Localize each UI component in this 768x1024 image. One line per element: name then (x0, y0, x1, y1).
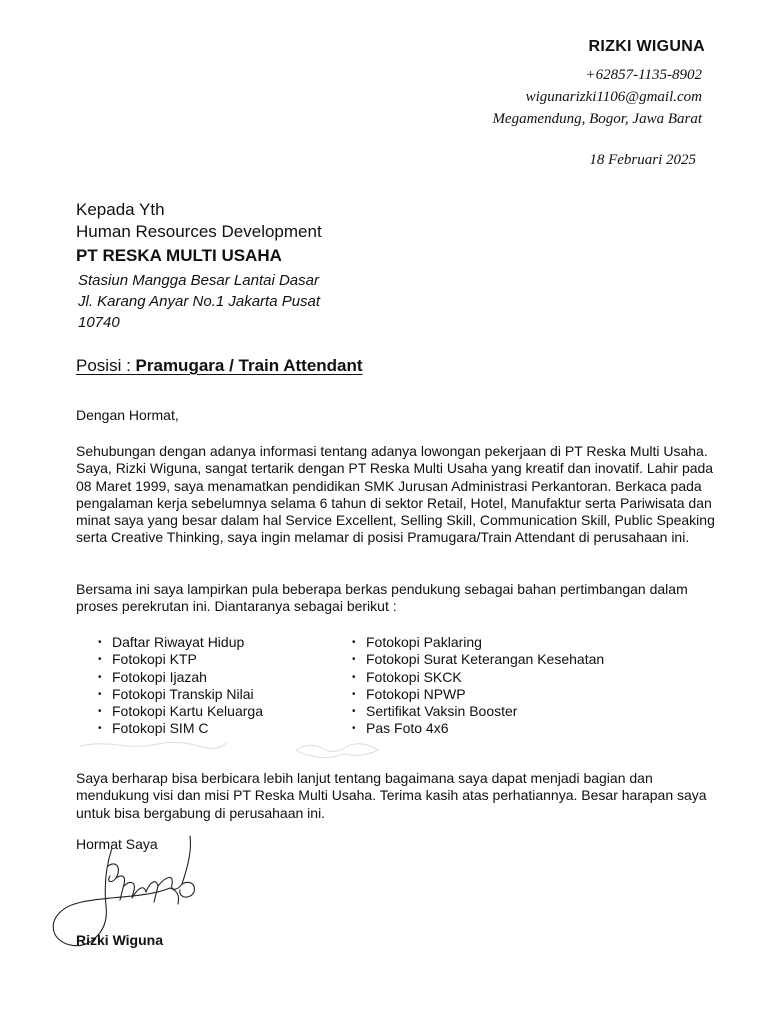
attachment-list-right (352, 634, 604, 738)
paragraph-closing: Saya berharap bisa berbicara lebih lanjut tentang bagaimana saya dapat menjadi bagian dan mendukung visi dan misi PT Reska Multi Usaha. Terima kasih atas perhatiannya. Besar harapan saya untuk bisa bergabung di perusahaan ini. (76, 770, 707, 821)
sender-address: Megamendung, Bogor, Jawa Barat (492, 111, 702, 127)
paragraph-attachments-intro: Bersama ini saya lampirkan pula beberapa berkas pendukung sebagai bahan pertimbangan dalam proses perekrutan ini. Diantaranya sebagai berikut : (76, 581, 688, 615)
recipient-salutation: Kepada Yth (76, 200, 165, 219)
list-item: • Fotokopi Surat Keterangan Kesehatan (352, 651, 604, 668)
faint-scribble (78, 738, 228, 752)
position-value: Pramugara / Train Attendant (135, 356, 363, 375)
list-item: • Fotokopi NPWP (352, 686, 604, 703)
list-item: • Fotokopi Transkip Nilai (98, 686, 263, 703)
list-item: • Daftar Riwayat Hidup (98, 634, 263, 651)
list-item: • Fotokopi Paklaring (352, 634, 604, 651)
list-item: • Sertifikat Vaksin Booster (352, 703, 604, 720)
list-item: • Fotokopi SIM C (98, 720, 263, 737)
recipient-department: Human Resources Development (76, 222, 322, 241)
signer-name: Rizki Wiguna (76, 932, 163, 948)
attachment-list-left (98, 634, 263, 738)
sender-email: wigunarizki1106@gmail.com (525, 89, 702, 105)
faint-scribble (292, 736, 382, 764)
list-item: • Fotokopi KTP (98, 651, 263, 668)
recipient-address-line: 10740 (78, 314, 120, 331)
paragraph-intro: Sehubungan dengan adanya informasi tentang adanya lowongan pekerjaan di PT Reska Multi Usaha. Saya, Rizki Wiguna, sangat tertarik dengan PT Reska Multi Usaha yang kreatif dan inovatif. Lahir pada 08 Maret 1999, saya menamatkan pendidikan SMK Jurusan Administrasi Perkantoran. Berkaca pada pengalaman kerja sebelumnya selama 6 tahun di sektor Retail, Hotel, Manufaktur serta Pariwisata dan minat saya yang besar dalam hal Service Excellent, Selling Skill, Communication Skill, Public Speaking serta Creative Thinking, saya ingin melamar di posisi Pramugara/Train Attendant di perusahaan ini. (76, 443, 715, 546)
position-label: Posisi : (76, 356, 136, 375)
list-item: • Fotokopi Kartu Keluarga (98, 703, 263, 720)
recipient-address-line: Jl. Karang Anyar No.1 Jakarta Pusat (78, 293, 321, 310)
recipient-address-line: Stasiun Mangga Besar Lantai Dasar (78, 272, 319, 289)
greeting: Dengan Hormat, (76, 407, 179, 423)
sender-name: RIZKI WIGUNA (588, 38, 705, 55)
closing-text: Hormat Saya (76, 836, 158, 852)
recipient-company: PT RESKA MULTI USAHA (76, 246, 282, 265)
list-item: • Pas Foto 4x6 (352, 720, 604, 737)
list-item: • Fotokopi SKCK (352, 669, 604, 686)
sender-phone: +62857-1135-8902 (585, 67, 702, 83)
letter-date: 18 Februari 2025 (589, 152, 696, 168)
position-line (76, 356, 363, 376)
list-item: • Fotokopi Ijazah (98, 669, 263, 686)
